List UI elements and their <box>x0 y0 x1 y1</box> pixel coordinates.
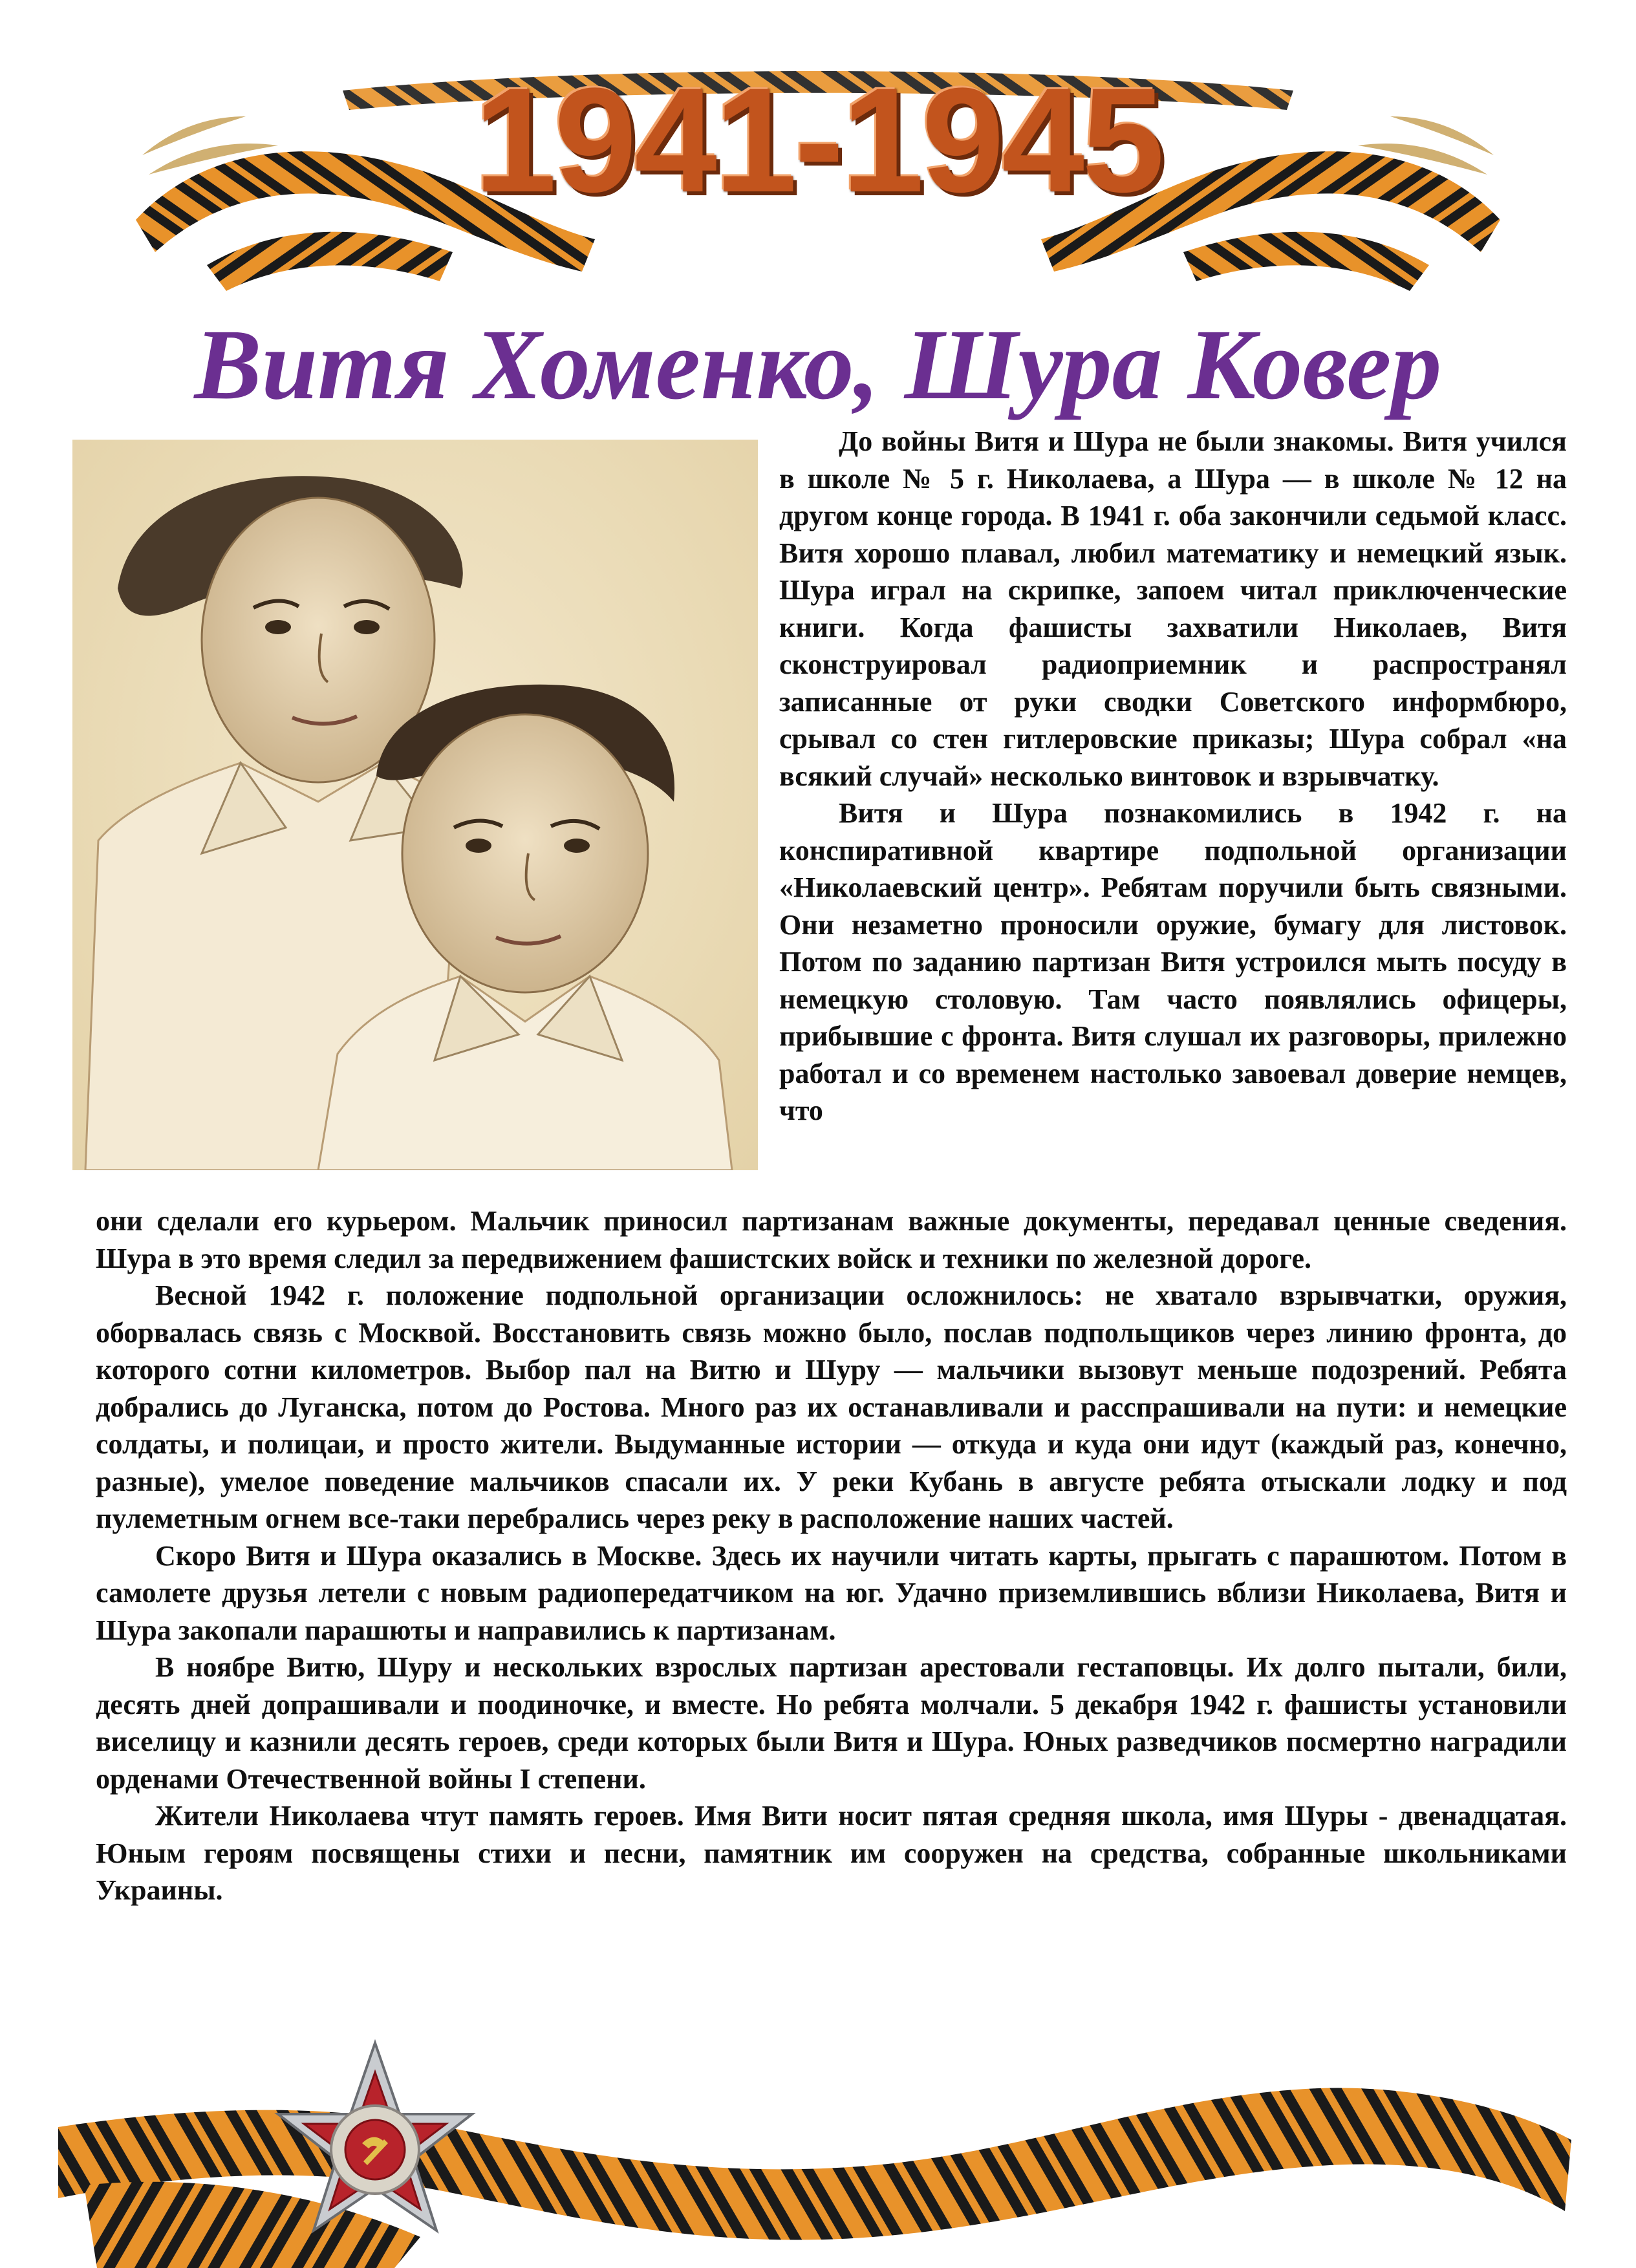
paragraph: В ноябре Витю, Шуру и нескольких взрослых партизан арестовали гестаповцы. Их долго пытали, били, десять дней допрашивали и поодиночке, и вместе. Но ребята молчали. 5 декабря 1942 г. фашисты установили виселицу и казнили десять героев, среди которых были Витя и Шура. Юных разведчиков посмертно наградили орденами Отечественной войны I степени. <box>96 1651 1567 1795</box>
years-heading: 1941-1945 <box>474 57 1162 223</box>
paragraph: они сделали его курьером. Мальчик приносил партизанам важные документы, передавал ценные сведения. Шура в это время следил за передвижением фашистских войск и техники по железной дороге. <box>96 1205 1567 1274</box>
paragraph: Жители Николаева чтут память героев. Имя Вити носит пятая средняя школа, имя Шуры - двенадцатая. Юным героям посвящены стихи и песни, памятник им сооружен на средства, собранные школьниками Украины. <box>96 1800 1567 1906</box>
page-title: Витя Хоменко, Шура Ковер <box>194 308 1442 420</box>
article-full-width <box>96 1203 1567 1909</box>
header-banner <box>129 26 1507 304</box>
footer-decoration <box>58 2030 1584 2268</box>
paragraph: Скоро Витя и Шура оказались в Москве. Здесь их научили читать карты, прыгать с парашютом. Потом в самолете друзья летели с новым радиопередатчиком на юг. Удачно приземлившись вблизи Николаева, Витя и Шура закопали парашюты и направились к партизанам. <box>96 1539 1567 1646</box>
portrait-drawing-icon <box>72 440 758 1170</box>
article-right-column <box>779 423 1567 1129</box>
portrait-image <box>72 440 758 1170</box>
paragraph: Весной 1942 г. положение подпольной организации осложнилось: не хватало взрывчатки, оружия, оборвалась связь с Москвой. Восстановить связь можно было, послав подпольщиков через линию фронта, до которого сотни километров. Выбор пал на Витю и Шуру — мальчики вызовут меньше подозрений. Ребята добрались до Луганска, потом до Ростова. Много раз их останавливали и расспрашивали на пути: и немецкие солдаты, и полицаи, и просто жители. Выдуманные истории — откуда и куда они идут (каждый раз, конечно, разные), умелое поведение мальчиков спасали их. У реки Кубань в августе ребята отыскали лодку и под пулеметным огнем все-таки перебрались через реку в расположение наших частей. <box>96 1279 1567 1534</box>
paragraph: Витя и Шура познакомились в 1942 г. на конспиративной квартире подпольной организации «Николаевский центр». Ребятам поручили быть связными. Они незаметно проносили оружие, бумагу для листовок. Потом по заданию партизан Витя устроился мыть посуду в немецкую столовую. Там часто появлялись офицеры, прибывшие с фронта. Витя слушал их разговоры, прилежно работал и со временем настолько завоевал доверие немцев, что <box>779 797 1567 1126</box>
order-of-patriotic-war-icon <box>252 2037 498 2256</box>
paragraph: До войны Витя и Шура не были знакомы. Витя учился в школе № 5 г. Николаева, а Шура — в школе № 12 на другом конце города. В 1941 г. оба закончили седьмой класс. Витя хорошо плавал, любил математику и немецкий язык. Шура играл на скрипке, запоем читал приключенческие книги. Когда фашисты захватили Николаев, Витя сконструировал радиоприемник и распространял записанные от руки сводки Советского информбюро, срывал со стен гитлеровские приказы; Шура собрал «на всякий случай» несколько винтовок и взрывчатку. <box>779 425 1567 792</box>
